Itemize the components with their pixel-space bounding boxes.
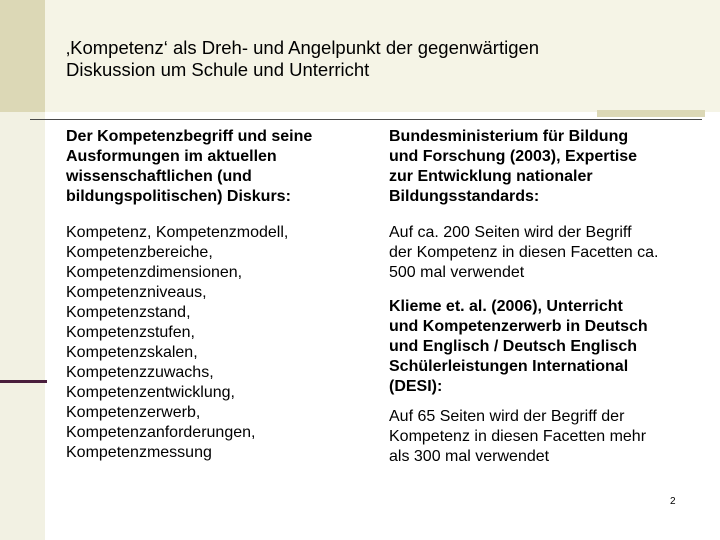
- title-divider-rule: [30, 119, 702, 120]
- bmbf-heading-line: zur Entwicklung nationaler: [389, 168, 593, 185]
- desi-usage-text: [389, 407, 709, 467]
- term-line: Kompetenzbereiche,: [66, 244, 213, 261]
- term-line: Kompetenzzuwachs,: [66, 364, 214, 381]
- left-accent-rule: [0, 380, 47, 383]
- competence-terms-list: [66, 223, 366, 463]
- bmbf-usage-text: [389, 223, 709, 283]
- desi-heading: [389, 297, 709, 397]
- bmbf-heading-line: und Forschung (2003), Expertise: [389, 148, 638, 165]
- term-line: Kompetenzerwerb,: [66, 404, 201, 421]
- term-line: Kompetenzdimensionen,: [66, 264, 243, 281]
- desi-heading-line: Klieme et. al. (2006), Unterricht: [389, 298, 623, 315]
- term-line: Kompetenzentwicklung,: [66, 384, 235, 401]
- slide-title-line: Diskussion um Schule und Unterricht: [66, 59, 370, 80]
- bmbf-usage-line: Auf ca. 200 Seiten wird der Begriff: [389, 224, 632, 241]
- slide-title: [66, 37, 686, 81]
- left-heading-line: wissenschaftlichen (und: [66, 168, 252, 185]
- term-line: Kompetenzstand,: [66, 304, 191, 321]
- left-heading-line: Der Kompetenzbegriff und seine: [66, 128, 313, 145]
- left-heading-line: bildungspolitischen) Diskurs:: [66, 188, 291, 205]
- slide-title-line: ‚Kompetenz‘ als Dreh- und Angelpunkt der gegenwärtigen: [66, 37, 540, 58]
- bmbf-usage-line: 500 mal verwendet: [389, 264, 525, 281]
- desi-usage-line: Auf 65 Seiten wird der Begriff der: [389, 408, 625, 425]
- term-line: Kompetenz, Kompetenzmodell,: [66, 224, 289, 241]
- desi-usage-line: Kompetenz in diesen Facetten mehr: [389, 428, 647, 445]
- slide-number: 2: [670, 496, 676, 507]
- term-line: Kompetenzskalen,: [66, 344, 198, 361]
- bmbf-usage-line: der Kompetenz in diesen Facetten ca.: [389, 244, 659, 261]
- bmbf-heading-line: Bundesministerium für Bildung: [389, 128, 629, 145]
- right-column: [389, 127, 709, 467]
- desi-heading-line: und Englisch / Deutsch Englisch: [389, 338, 638, 355]
- left-heading: [66, 127, 366, 207]
- title-rule-accent: [597, 110, 705, 117]
- term-line: Kompetenzniveaus,: [66, 284, 207, 301]
- desi-usage-line: als 300 mal verwendet: [389, 448, 550, 465]
- term-line: Kompetenzmessung: [66, 444, 212, 461]
- desi-heading-line: (DESI):: [389, 378, 443, 395]
- left-heading-line: Ausformungen im aktuellen: [66, 148, 277, 165]
- corner-accent-block: [0, 0, 45, 112]
- term-line: Kompetenzstufen,: [66, 324, 195, 341]
- desi-heading-line: Schülerleistungen International: [389, 358, 629, 375]
- left-column: [66, 127, 366, 463]
- bmbf-heading: [389, 127, 709, 207]
- desi-heading-line: und Kompetenzerwerb in Deutsch: [389, 318, 648, 335]
- bmbf-heading-line: Bildungsstandards:: [389, 188, 540, 205]
- term-line: Kompetenzanforderungen,: [66, 424, 256, 441]
